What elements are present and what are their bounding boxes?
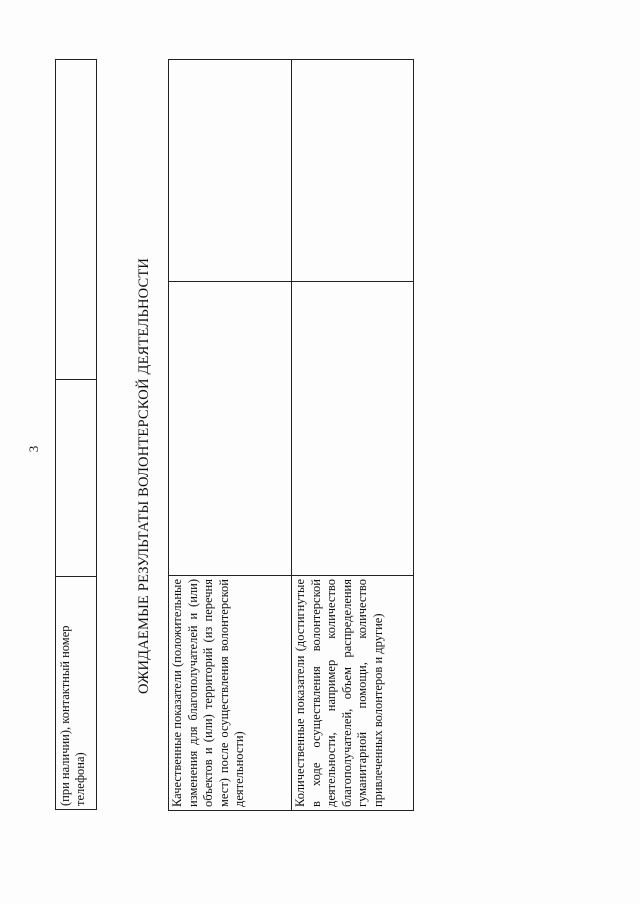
qualitative-indicators-label: Качественные показатели (положительные изменения для благополучателей и (или) объектов и (или) территорий (из перечня мест) после осуществления волонтерской деятельности) (169, 575, 291, 810)
qualitative-indicators-extra (169, 60, 291, 281)
contact-table (55, 59, 97, 810)
qualitative-indicators-value (169, 281, 291, 575)
quantitative-indicators-extra (292, 60, 413, 281)
page-number: 3 (26, 445, 41, 453)
contact-empty-cell-1 (56, 379, 96, 576)
results-table (168, 59, 414, 811)
table-row (169, 60, 292, 810)
contact-empty-cell-2 (56, 60, 96, 379)
contact-cell: (при наличии), контактный номер телефона) (56, 576, 96, 809)
quantitative-indicators-label: Количественные показатели (достигнутые в ходе осуществления волонтерской деятельности, например количество благополучателей, объем распределения гуманитарной помощи, количество привлеченных волонтеров и другие) (292, 575, 413, 810)
section-title: ОЖИДАЕМЫЕ РЕЗУЛЬТАТЫ ВОЛОНТЕРСКОЙ ДЕЯТЕЛЬНОСТИ (136, 257, 152, 694)
table-row (292, 60, 413, 810)
quantitative-indicators-value (292, 281, 413, 575)
